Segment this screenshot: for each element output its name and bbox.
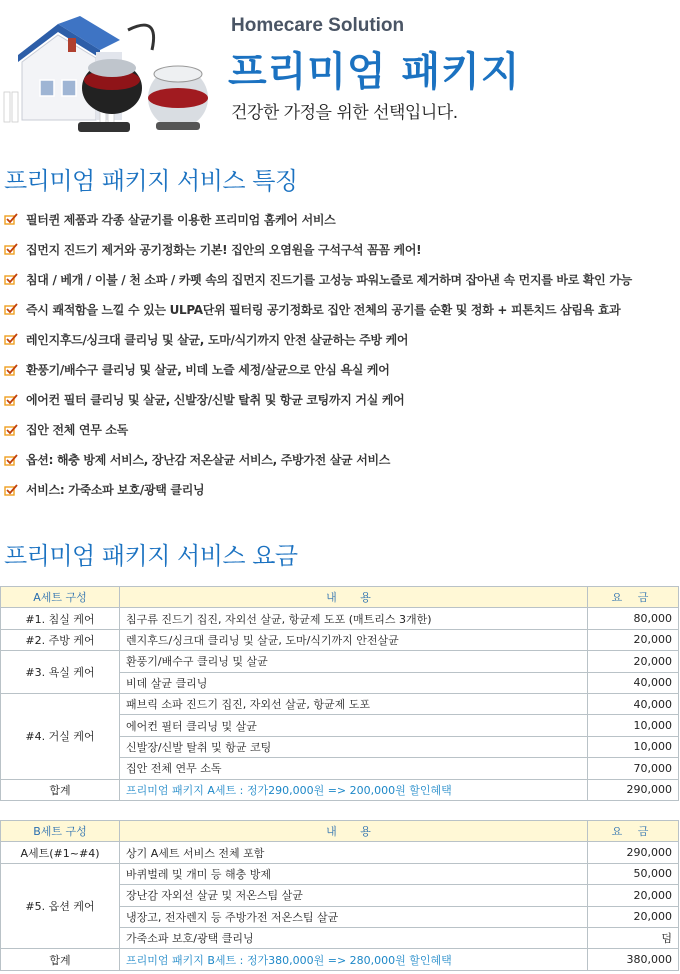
- features-list: [4, 204, 680, 505]
- hero-banner: [0, 0, 680, 150]
- group-name-cell: #5. 옵션 케어: [1, 863, 120, 949]
- table-row: [1, 863, 679, 884]
- promo-text: 프리미엄 패키지 A세트 : 정가290,000원 => 200,000원 할인혜택: [120, 779, 588, 800]
- feature-item: [4, 475, 680, 505]
- group-name-cell: #1. 침실 케어: [1, 608, 120, 629]
- content-cell: 환풍기/배수구 클리닝 및 살균: [120, 651, 588, 672]
- content-cell: 침구류 진드기 집진, 자외선 살균, 항균제 도포 (매트리스 3개한): [120, 608, 588, 629]
- feature-item: [4, 385, 680, 415]
- features-section-title: 프리미엄 패키지 서비스 특징: [4, 167, 298, 195]
- table-row: [1, 608, 679, 629]
- pricing-section-title: 프리미엄 패키지 서비스 요금: [4, 542, 298, 570]
- table-header-row: [1, 821, 679, 842]
- feature-item: [4, 354, 680, 384]
- feature-item: [4, 234, 680, 264]
- checkbox-icon: [4, 333, 18, 345]
- column-header-set: B세트 구성: [1, 821, 120, 842]
- column-header-content: 내 용: [120, 821, 588, 842]
- group-name-cell: A세트(#1~#4): [1, 842, 120, 863]
- column-header-content: 내 용: [120, 587, 588, 608]
- price-cell: 20,000: [588, 651, 679, 672]
- set-b-price-table: [0, 820, 679, 971]
- checkbox-icon: [4, 303, 18, 315]
- set-a-price-table: [0, 586, 679, 801]
- feature-item: [4, 204, 680, 234]
- checkbox-icon: [4, 213, 18, 225]
- table-header-row: [1, 587, 679, 608]
- price-cell: 20,000: [588, 906, 679, 927]
- total-label: 합계: [1, 949, 120, 970]
- checkbox-icon: [4, 394, 18, 406]
- price-cell: 80,000: [588, 608, 679, 629]
- column-header-price: 요 금: [588, 821, 679, 842]
- content-cell: 비데 살균 클리닝: [120, 672, 588, 693]
- price-cell: 10,000: [588, 736, 679, 757]
- table-row: [1, 651, 679, 672]
- price-cell: 10,000: [588, 715, 679, 736]
- checkbox-icon: [4, 273, 18, 285]
- house-vacuum-illustration: [0, 10, 215, 140]
- brand-subtitle: Homecare Solution: [231, 15, 405, 36]
- content-cell: 바퀴벌레 및 개미 등 해충 방제: [120, 863, 588, 884]
- total-label: 합계: [1, 779, 120, 800]
- group-name-cell: #3. 욕실 케어: [1, 651, 120, 694]
- feature-text: 환풍기/배수구 클리닝 및 살균, 비데 노즐 세정/살균으로 안심 욕실 케어: [26, 363, 390, 378]
- price-cell: 290,000: [588, 842, 679, 863]
- checkbox-icon: [4, 484, 18, 496]
- page-title: 프리미엄 패키지: [228, 49, 521, 95]
- feature-item: [4, 324, 680, 354]
- content-cell: 집안 전체 연무 소독: [120, 758, 588, 779]
- promo-text: 프리미엄 패키지 B세트 : 정가380,000원 => 280,000원 할인혜택: [120, 949, 588, 970]
- feature-text: 침대 / 베개 / 이불 / 천 소파 / 카펫 속의 집먼지 진드기를 고성능 파워노즐로 제거하며 잡아낸 속 먼지를 바로 확인 가능: [26, 272, 632, 287]
- feature-text: 서비스: 가죽소파 보호/광택 클리닝: [26, 483, 205, 498]
- feature-text: 옵션: 해충 방제 서비스, 장난감 저온살균 서비스, 주방가전 살균 서비스: [26, 453, 391, 468]
- feature-text: 집먼지 진드기 제거와 공기정화는 기본! 집안의 오염원을 구석구석 꼼꼼 케어!: [26, 242, 422, 257]
- feature-item: [4, 445, 680, 475]
- checkbox-icon: [4, 364, 18, 376]
- content-cell: 신발장/신발 탈취 및 항균 코팅: [120, 736, 588, 757]
- checkbox-icon: [4, 454, 18, 466]
- checkbox-icon: [4, 424, 18, 436]
- content-cell: 렌지후드/싱크대 클리닝 및 살균, 도마/식기까지 안전살균: [120, 629, 588, 650]
- total-row: [1, 779, 679, 800]
- feature-text: 집안 전체 연무 소독: [26, 423, 128, 438]
- feature-item: [4, 264, 680, 294]
- feature-text: 필터퀸 제품과 각종 살균기를 이용한 프리미엄 홈케어 서비스: [26, 212, 336, 227]
- column-header-price: 요 금: [588, 587, 679, 608]
- table-row: [1, 693, 679, 714]
- group-name-cell: #2. 주방 케어: [1, 629, 120, 650]
- content-cell: 냉장고, 전자렌지 등 주방가전 저온스팀 살균: [120, 906, 588, 927]
- price-cell: 50,000: [588, 863, 679, 884]
- group-name-cell: #4. 거실 케어: [1, 693, 120, 779]
- feature-text: 레인지후드/싱크대 클리닝 및 살균, 도마/식기까지 안전 살균하는 주방 케어: [26, 332, 409, 347]
- price-cell: 70,000: [588, 758, 679, 779]
- content-cell: 장난감 자외선 살균 및 저온스팀 살균: [120, 885, 588, 906]
- feature-text: 에어컨 필터 클리닝 및 살균, 신발장/신발 탈취 및 항균 코팅까지 거실 케어: [26, 393, 405, 408]
- price-cell: 40,000: [588, 693, 679, 714]
- content-cell: 패브릭 소파 진드기 집진, 자외선 살균, 항균제 도포: [120, 693, 588, 714]
- checkbox-icon: [4, 243, 18, 255]
- page-description: 건강한 가정을 위한 선택입니다.: [231, 103, 458, 123]
- content-cell: 가죽소파 보호/광택 클리닝: [120, 927, 588, 948]
- total-row: [1, 949, 679, 970]
- feature-item: [4, 415, 680, 445]
- price-cell: 20,000: [588, 629, 679, 650]
- total-price: 290,000: [588, 779, 679, 800]
- table-row: [1, 842, 679, 863]
- column-header-set: A세트 구성: [1, 587, 120, 608]
- feature-item: [4, 294, 680, 324]
- price-cell: 40,000: [588, 672, 679, 693]
- table-row: [1, 629, 679, 650]
- price-cell: 덤: [588, 927, 679, 948]
- total-price: 380,000: [588, 949, 679, 970]
- content-cell: 에어컨 필터 클리닝 및 살균: [120, 715, 588, 736]
- content-cell: 상기 A세트 서비스 전체 포함: [120, 842, 588, 863]
- feature-text: 즉시 쾌적함을 느낄 수 있는 ULPA단위 필터링 공기정화로 집안 전체의 공기를 순환 및 정화 + 피톤치드 삼림욕 효과: [26, 302, 621, 317]
- price-cell: 20,000: [588, 885, 679, 906]
